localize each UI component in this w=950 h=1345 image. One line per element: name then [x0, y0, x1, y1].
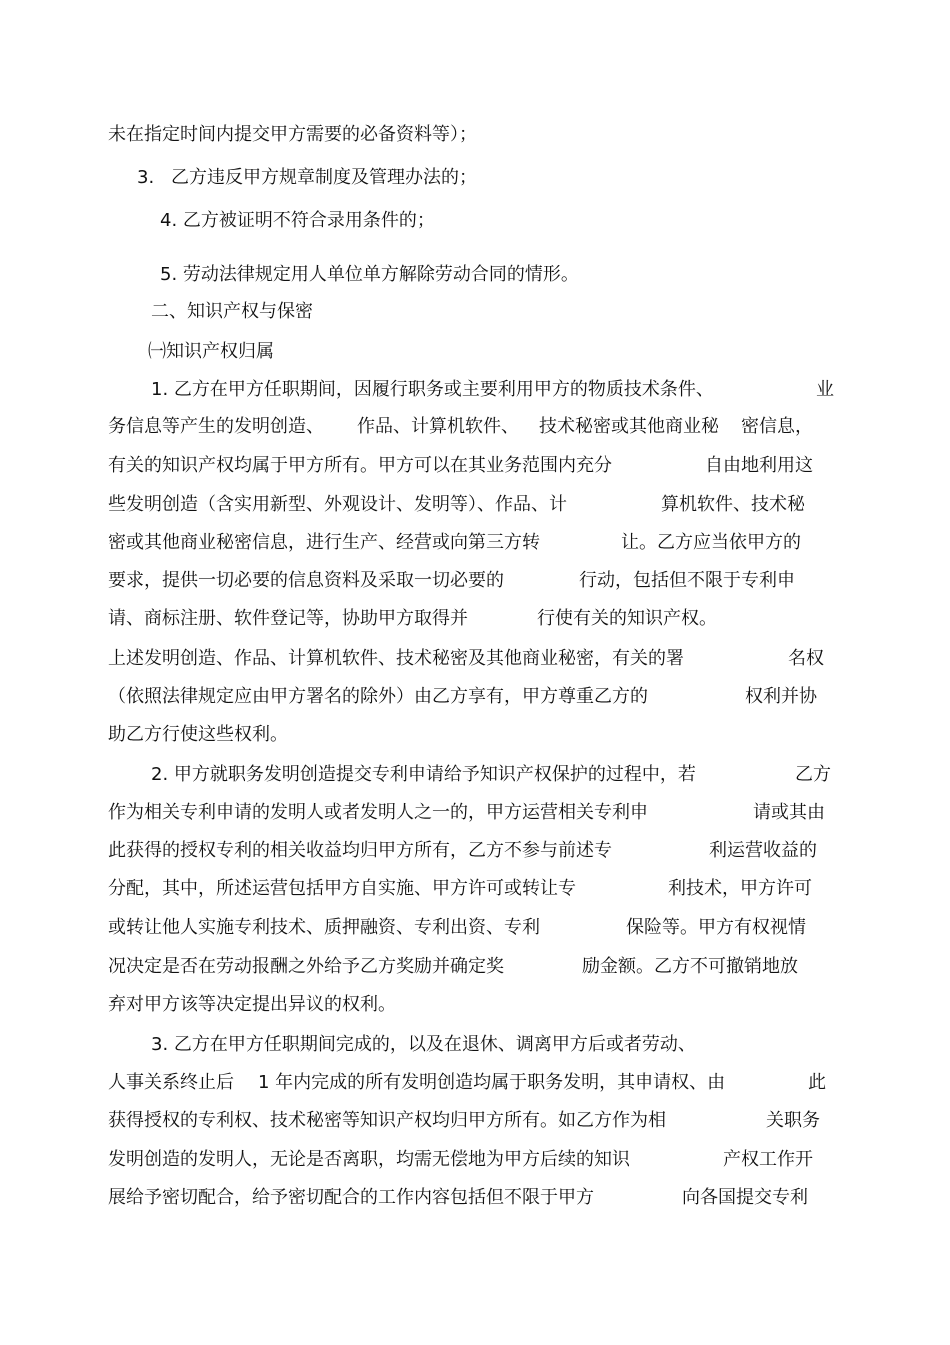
text-segment: 1 年内完成的所有发明创造均属于职务发明，其申请权、由	[258, 1072, 726, 1093]
text-segment: 分配，其中，所述运营包括甲方自实施、甲方许可或转让专	[108, 878, 576, 899]
text-segment: 业	[816, 379, 834, 400]
list-number: 3.	[137, 167, 155, 188]
text-segment: 此获得的授权专利的相关收益均归甲方所有，乙方不参与前述专	[108, 840, 612, 861]
text-segment: 发明创造的发明人，无论是否离职，均需无偿地为甲方后续的知识	[108, 1149, 630, 1170]
text-segment: 励金额。乙方不可撤销地放	[582, 956, 798, 977]
text-segment: 权利并协	[745, 686, 817, 707]
text-segment: 算机软件、技术秘	[661, 494, 805, 515]
text-segment: 自由地利用这	[705, 455, 813, 476]
text-segment: 人事关系终止后	[108, 1072, 234, 1093]
text-segment: 要求，提供一切必要的信息资料及采取一切必要的	[108, 570, 504, 591]
text-segment: 些发明创造（含实用新型、外观设计、发明等）、作品、计	[108, 494, 567, 515]
text-segment: 5. 劳动法律规定用人单位单方解除劳动合同的情形。	[160, 264, 579, 285]
text-segment: 向各国提交专利	[682, 1187, 808, 1208]
text-segment: 让。乙方应当依甲方的	[621, 532, 801, 553]
text-segment: 行使有关的知识产权。	[537, 608, 717, 629]
text-segment: 乙方	[795, 764, 831, 785]
text-segment: 利技术，甲方许可	[668, 878, 812, 899]
text-segment: 况决定是否在劳动报酬之外给予乙方奖励并确定奖	[108, 956, 504, 977]
text-segment: 或转让他人实施专利技术、质押融资、专利出资、专利	[108, 917, 540, 938]
text-segment: 请、商标注册、软件登记等，协助甲方取得并	[108, 608, 468, 629]
text-segment: 弃对甲方该等决定提出异议的权利。	[108, 994, 396, 1015]
text-segment: 技术秘密或其他商业秘	[539, 416, 719, 437]
text-segment: 此	[808, 1072, 826, 1093]
text-segment: （依照法律规定应由甲方署名的除外）由乙方享有，甲方尊重乙方的	[108, 686, 648, 707]
text-segment: 保险等。甲方有权视情	[626, 917, 806, 938]
text-segment: 请或其由	[753, 802, 825, 823]
text-segment: 作品、计算机软件、	[357, 416, 519, 437]
text-segment: 未在指定时间内提交甲方需要的必备资料等）；	[108, 124, 477, 145]
text-segment: 利运营收益的	[709, 840, 817, 861]
text-segment: 2. 甲方就职务发明创造提交专利申请给予知识产权保护的过程中，若	[151, 764, 696, 785]
text-segment: 获得授权的专利权、技术秘密等知识产权均归甲方所有。如乙方作为相	[108, 1110, 666, 1131]
text-segment: 1. 乙方在甲方任职期间，因履行职务或主要利用甲方的物质技术条件、	[151, 379, 714, 400]
text-segment: 密信息，	[741, 416, 813, 437]
text-segment: 展给予密切配合，给予密切配合的工作内容包括但不限于甲方	[108, 1187, 594, 1208]
text-segment: 产权工作开	[723, 1149, 813, 1170]
section-title: 二、知识产权与保密	[151, 301, 313, 322]
text-segment: 上述发明创造、作品、计算机软件、技术秘密及其他商业秘密，有关的署	[108, 648, 684, 669]
text-segment: 3. 乙方在甲方任职期间完成的，以及在退休、调离甲方后或者劳动、	[151, 1034, 696, 1055]
subsection-title: ㈠知识产权归属	[148, 341, 274, 362]
text-segment: 有关的知识产权均属于甲方所有。甲方可以在其业务范围内充分	[108, 455, 612, 476]
text-segment: 务信息等产生的发明创造、	[108, 416, 324, 437]
text-segment: 助乙方行使这些权利。	[108, 724, 288, 745]
text-segment: 关职务	[766, 1110, 820, 1131]
text-segment: 乙方违反甲方规章制度及管理办法的；	[171, 167, 477, 188]
text-segment: 行动，包括但不限于专利申	[579, 570, 795, 591]
text-segment: 密或其他商业秘密信息，进行生产、经营或向第三方转	[108, 532, 540, 553]
text-segment: 作为相关专利申请的发明人或者发明人之一的，甲方运营相关专利申	[108, 802, 648, 823]
text-segment: 4. 乙方被证明不符合录用条件的；	[160, 210, 435, 231]
text-segment: 名权	[788, 648, 824, 669]
